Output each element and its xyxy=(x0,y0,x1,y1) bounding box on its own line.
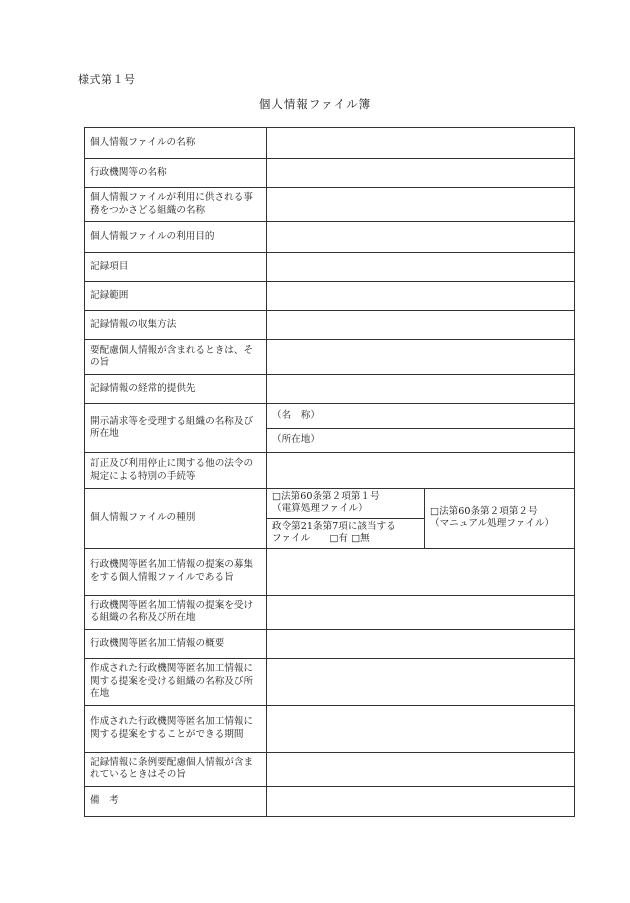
table-row xyxy=(85,404,575,429)
value-cell[interactable] xyxy=(267,222,575,253)
table-row xyxy=(85,786,575,816)
table-row xyxy=(85,375,575,404)
organization-address-field[interactable]: （所在地） xyxy=(267,429,575,453)
remarks-label: 備 考 xyxy=(85,786,267,816)
value-cell[interactable] xyxy=(267,629,575,658)
table-row xyxy=(85,188,575,222)
row-label: 開示請求等を受理する組織の名称及び所在地 xyxy=(85,404,267,453)
row-label: 記録情報に条例要配慮個人情報が含まれているときはその旨 xyxy=(85,752,267,786)
form-number: 様式第１号 xyxy=(78,73,136,86)
table-row xyxy=(85,658,575,705)
row-label: 個人情報ファイルの名称 xyxy=(85,128,267,159)
table-row xyxy=(85,222,575,253)
table-row xyxy=(85,489,575,519)
table-row xyxy=(85,595,575,629)
value-cell[interactable] xyxy=(267,128,575,159)
value-cell[interactable] xyxy=(267,282,575,311)
row-label: 記録情報の経常的提供先 xyxy=(85,375,267,404)
value-cell[interactable] xyxy=(267,311,575,340)
table-row xyxy=(85,128,575,159)
row-label: 作成された行政機関等匿名加工情報に関する提案を受ける組織の名称及び所在地 xyxy=(85,658,267,705)
row-label: 個人情報ファイルが利用に供される事務をつかさどる組織の名称 xyxy=(85,188,267,222)
table-row xyxy=(85,340,575,375)
row-label: 要配慮個人情報が含まれるときは、その旨 xyxy=(85,340,267,375)
value-cell[interactable] xyxy=(267,375,575,404)
value-cell[interactable] xyxy=(267,453,575,489)
cabinet-order-applicability[interactable]: 政令第21条第7項に該当する ファイル □有 □無 xyxy=(267,518,425,548)
value-cell[interactable] xyxy=(267,595,575,629)
table-row xyxy=(85,548,575,595)
row-label: 訂正及び利用停止に関する他の法令の規定による特別の手続等 xyxy=(85,453,267,489)
table-row xyxy=(85,629,575,658)
table-row xyxy=(85,311,575,340)
row-label: 行政機関等匿名加工情報の概要 xyxy=(85,629,267,658)
table-row xyxy=(85,752,575,786)
value-cell[interactable] xyxy=(267,253,575,282)
value-cell[interactable] xyxy=(267,752,575,786)
row-label: 個人情報ファイルの種別 xyxy=(85,489,267,549)
value-cell[interactable] xyxy=(267,340,575,375)
table-row xyxy=(85,705,575,752)
value-cell[interactable] xyxy=(267,188,575,222)
value-cell[interactable] xyxy=(267,658,575,705)
row-label: 個人情報ファイルの利用目的 xyxy=(85,222,267,253)
row-label: 行政機関等匿名加工情報の提案を受ける組織の名称及び所在地 xyxy=(85,595,267,629)
table-row xyxy=(85,453,575,489)
row-label: 記録情報の収集方法 xyxy=(85,311,267,340)
table-row xyxy=(85,253,575,282)
row-label: 記録範囲 xyxy=(85,282,267,311)
table-row xyxy=(85,282,575,311)
value-cell[interactable] xyxy=(267,548,575,595)
row-label: 行政機関等の名称 xyxy=(85,159,267,188)
option-electronic-file[interactable]: □法第60条第２項第１号 （電算処理ファイル） xyxy=(267,489,425,519)
remarks-field[interactable] xyxy=(267,786,575,816)
register-table xyxy=(84,127,575,817)
row-label: 記録項目 xyxy=(85,253,267,282)
option-manual-file[interactable]: □法第60条第２項第２号 （マニュアル処理ファイル） xyxy=(425,489,575,549)
value-cell[interactable] xyxy=(267,705,575,752)
row-label: 行政機関等匿名加工情報の提案の募集をする個人情報ファイルである旨 xyxy=(85,548,267,595)
table-row xyxy=(85,159,575,188)
row-label: 作成された行政機関等匿名加工情報に関する提案をすることができる期間 xyxy=(85,705,267,752)
document-title: 個人情報ファイル簿 xyxy=(258,97,372,111)
organization-name-field[interactable]: （名 称） xyxy=(267,404,575,429)
value-cell[interactable] xyxy=(267,159,575,188)
